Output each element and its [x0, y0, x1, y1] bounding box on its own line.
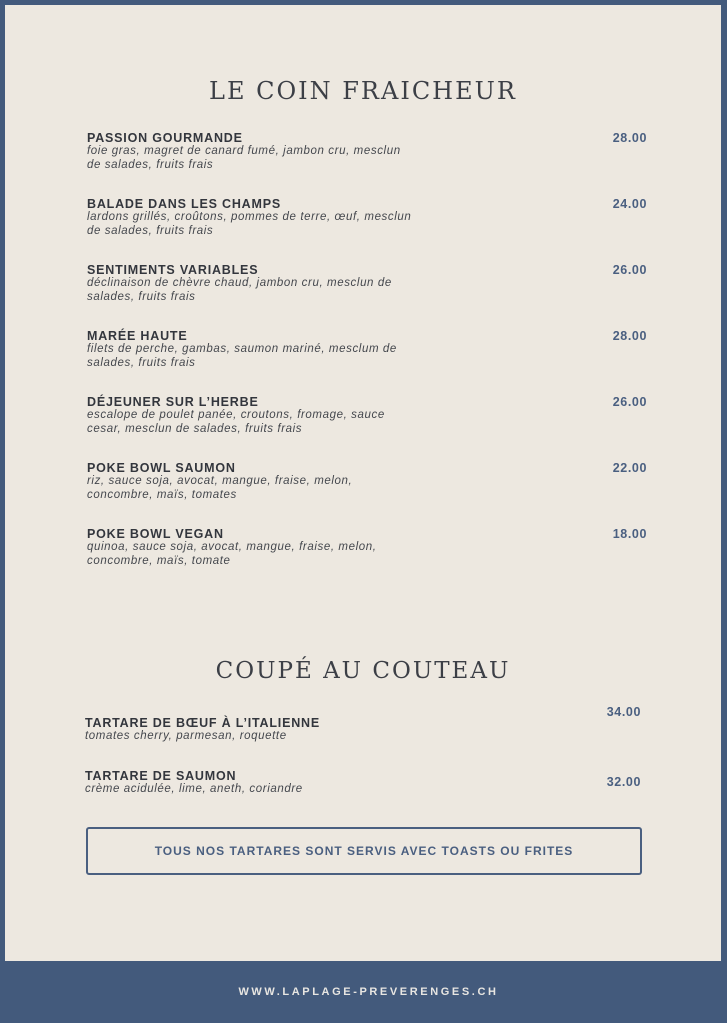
item-description: lardons grillés, croûtons, pommes de terre, œuf, mesclun de salades, fruits frais: [87, 211, 412, 237]
item-description: déclinaison de chèvre chaud, jambon cru, mesclun de salades, fruits frais: [87, 277, 392, 303]
item-name: SENTIMENTS VARIABLES: [87, 263, 259, 277]
menu-item: [87, 263, 647, 304]
item-name: PASSION GOURMANDE: [87, 131, 243, 145]
item-description: escalope de poulet panée, croutons, fromage, sauce cesar, mesclun de salades, fruits frais: [87, 409, 385, 435]
item-description: filets de perche, gambas, saumon mariné, mesclum de salades, fruits frais: [87, 343, 397, 369]
item-price: 24.00: [612, 197, 647, 211]
menu-item: [87, 197, 647, 238]
item-description: crème acidulée, lime, aneth, coriandre: [85, 783, 303, 795]
item-price: 22.00: [612, 461, 647, 475]
menu-item: [87, 131, 647, 172]
item-description: tomates cherry, parmesan, roquette: [85, 730, 287, 742]
section-title-coupe-au-couteau: COUPÉ AU COUTEAU: [215, 658, 511, 684]
section-title-coin-fraicheur: LE COIN FRAICHEUR: [209, 77, 517, 105]
menu-item: [87, 395, 647, 436]
item-price: 32.00: [606, 775, 641, 789]
menu-item: [87, 329, 647, 370]
menu-item: [87, 527, 647, 568]
item-name: TARTARE DE SAUMON: [85, 769, 237, 783]
tartare-note: TOUS NOS TARTARES SONT SERVIS AVEC TOASTS OU FRITES: [154, 844, 574, 858]
item-name: POKE BOWL VEGAN: [87, 527, 224, 541]
menu-item: [85, 769, 641, 797]
item-name: POKE BOWL SAUMON: [87, 461, 236, 475]
footer: [0, 961, 727, 1023]
item-description: quinoa, sauce soja, avocat, mangue, fraise, melon, concombre, maïs, tomate: [87, 541, 377, 567]
item-name: DÉJEUNER SUR L’HERBE: [87, 395, 259, 409]
item-description: riz, sauce soja, avocat, mangue, fraise, melon, concombre, maïs, tomates: [87, 475, 353, 501]
item-price: 26.00: [612, 395, 647, 409]
item-name: MARÉE HAUTE: [87, 329, 188, 343]
item-description: foie gras, magret de canard fumé, jambon cru, mesclun de salades, fruits frais: [87, 145, 401, 171]
item-price: 34.00: [606, 705, 641, 719]
tartare-note-box: [86, 827, 642, 875]
item-name: TARTARE DE BŒUF À L’ITALIENNE: [85, 716, 320, 730]
item-name: BALADE DANS LES CHAMPS: [87, 197, 281, 211]
item-price: 26.00: [612, 263, 647, 277]
menu-page: [5, 5, 721, 961]
website-url[interactable]: WWW.LAPLAGE-PREVERENGES.CH: [238, 986, 499, 998]
item-price: 28.00: [612, 329, 647, 343]
item-price: 28.00: [612, 131, 647, 145]
item-price: 18.00: [612, 527, 647, 541]
menu-item: [85, 705, 641, 744]
menu-item: [87, 461, 647, 502]
